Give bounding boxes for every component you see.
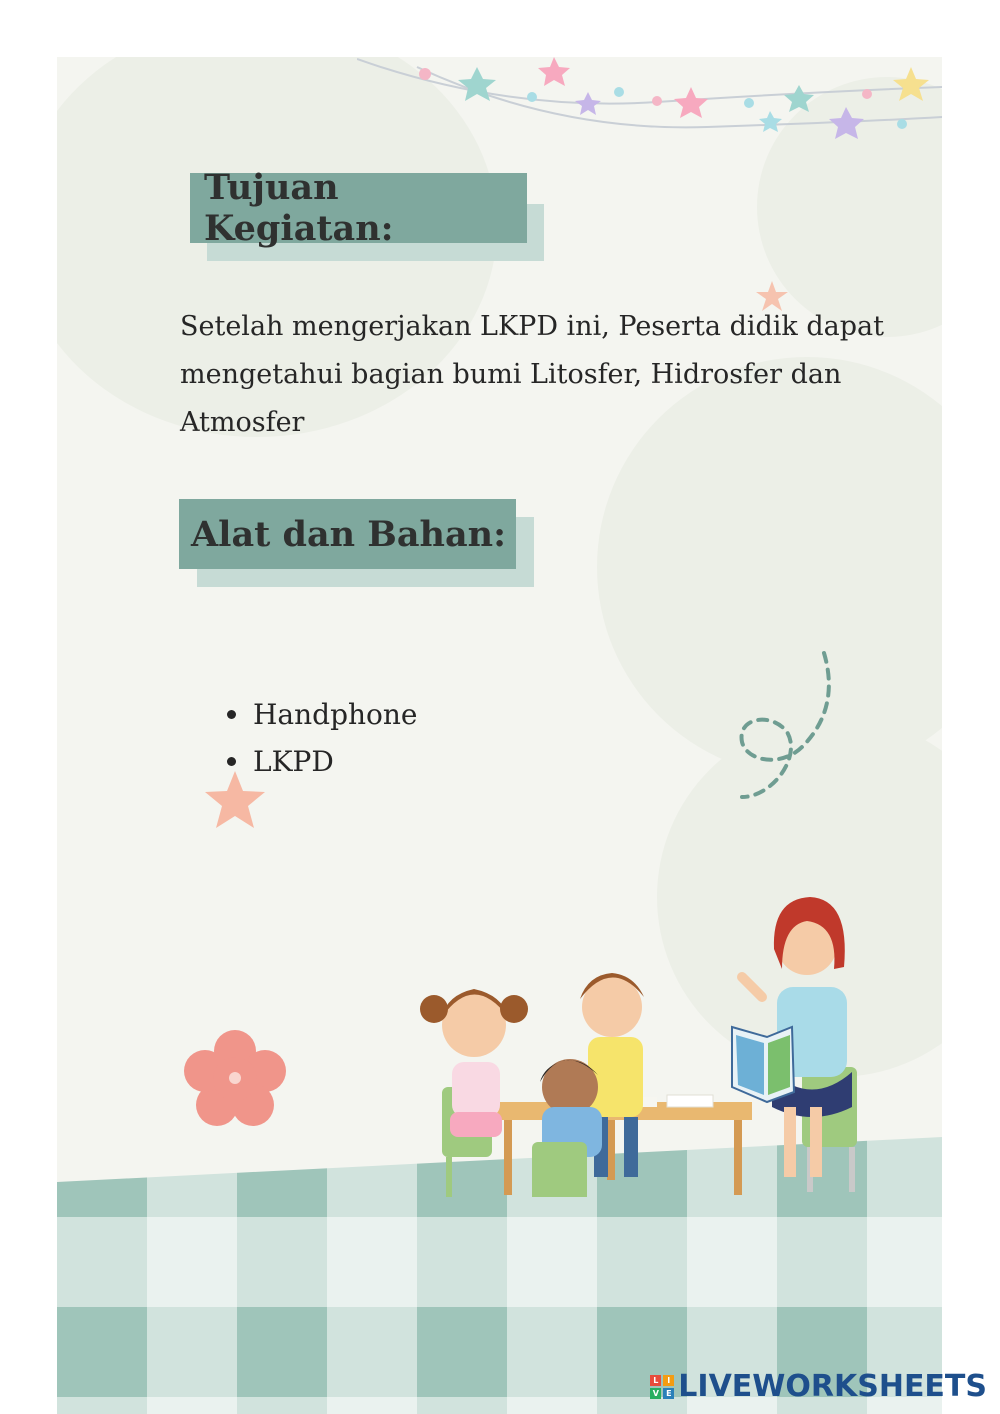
materials-heading-text: Alat dan Bahan: — [191, 513, 507, 555]
worksheet-page — [57, 57, 942, 1414]
list-item: Handphone — [225, 691, 418, 738]
liveworksheets-mark-icon: L I V E — [650, 1375, 674, 1399]
materials-heading — [179, 499, 516, 569]
dashed-loop-decoration — [732, 647, 842, 807]
liveworksheets-logo — [650, 1369, 987, 1404]
goal-heading-text: Tujuan Kegiatan: — [204, 167, 394, 249]
star-decoration — [202, 769, 268, 831]
liveworksheets-brand-text: LIVEWORKSHEETS — [678, 1369, 987, 1404]
teacher-reading-illustration — [412, 877, 892, 1197]
goal-heading — [190, 167, 527, 249]
goal-description: Setelah mengerjakan LKPD ini, Peserta didik dapat mengetahui bagian bumi Litosfer, Hidrosfer dan Atmosfer — [180, 311, 884, 438]
list-item: LKPD — [225, 738, 418, 785]
star-garland-decoration — [357, 57, 942, 147]
flower-decoration — [180, 1027, 290, 1127]
